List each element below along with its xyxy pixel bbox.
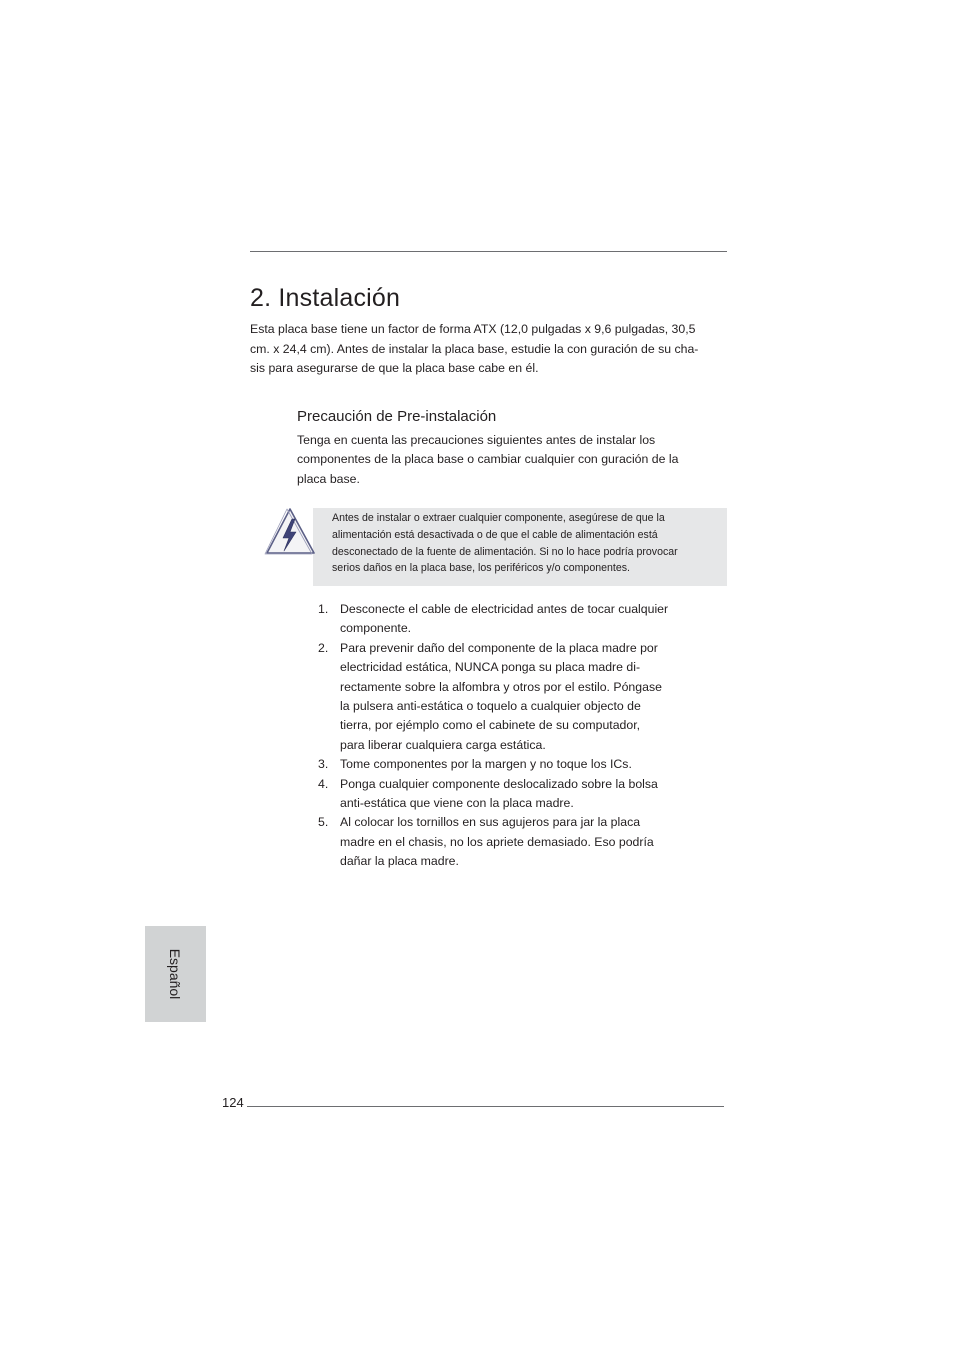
top-divider — [250, 251, 727, 252]
warning-line: alimentación está desactivada o de que el cable de alimentación está — [332, 528, 658, 541]
step-line: dañar la placa madre. — [340, 854, 459, 869]
list-item — [312, 600, 668, 639]
precaution-line: Tenga en cuenta las precauciones siguientes antes de instalar los — [297, 433, 656, 447]
warning-line: serios daños en la placa base, los periféricos y/o componentes. — [332, 562, 630, 575]
step-line: componente. — [340, 621, 412, 636]
page-title: 2. Instalación — [250, 284, 401, 312]
step-line: anti-estática que viene con la placa madre. — [340, 796, 574, 811]
step-line: la pulsera anti-estática o toquelo a cualquier objecto de — [340, 699, 641, 714]
step-number: 5. — [318, 815, 329, 830]
list-item — [312, 755, 668, 774]
warning-text — [332, 510, 722, 577]
step-number: 3. — [318, 757, 329, 772]
step-line: madre en el chasis, no los apriete demasiado. Eso podría — [340, 834, 654, 849]
step-line: para liberar cualquiera carga estática. — [340, 737, 546, 752]
step-number: 1. — [318, 602, 329, 616]
precaution-line: componentes de la placa base o cambiar cualquier con guración de la — [297, 452, 679, 467]
intro-line: sis para asegurarse de que la placa base cabe en él. — [250, 361, 539, 376]
step-number: 4. — [318, 776, 329, 791]
warning-line: desconectado de la fuente de alimentación. Si no lo hace podría provocar — [332, 545, 678, 558]
precaution-steps-list — [312, 600, 668, 872]
step-number: 2. — [318, 640, 329, 655]
intro-paragraph — [250, 320, 728, 379]
step-line: rectamente sobre la alfombra y otros por el estilo. Póngase — [340, 679, 662, 694]
step-line: Para prevenir daño del componente de la placa madre por — [340, 640, 658, 655]
warning-line: Antes de instalar o extraer cualquier componente, asegúrese de que la — [332, 512, 665, 524]
step-line: tierra, por ejémplo como el cabinete de su computador, — [340, 718, 641, 733]
warning-triangle-lightning-icon — [262, 507, 316, 557]
list-item — [312, 813, 668, 871]
step-line: electricidad estática, NUNCA ponga su placa madre di- — [340, 660, 641, 675]
language-tab-label: Español — [167, 948, 183, 1000]
step-line: Desconecte el cable de electricidad antes de tocar cualquier — [340, 602, 669, 616]
list-item — [312, 639, 668, 755]
precaution-line: placa base. — [297, 471, 360, 486]
footer-divider — [247, 1106, 724, 1107]
step-line: Al colocar los tornillos en sus agujeros para jar la placa — [340, 815, 641, 830]
intro-line: Esta placa base tiene un factor de forma ATX (12,0 pulgadas x 9,6 pulgadas, 30,5 — [250, 322, 696, 336]
page-number: 124 — [222, 1095, 244, 1110]
step-line: Tome componentes por la margen y no toque los ICs. — [340, 757, 632, 772]
list-item — [312, 775, 668, 814]
intro-line: cm. x 24,4 cm). Antes de instalar la placa base, estudie la con guración de su cha- — [250, 341, 699, 356]
precaution-heading: Precaución de Pre-instalación — [297, 408, 497, 425]
step-line: Ponga cualquier componente deslocalizado sobre la bolsa — [340, 776, 658, 791]
precaution-paragraph — [297, 431, 727, 489]
